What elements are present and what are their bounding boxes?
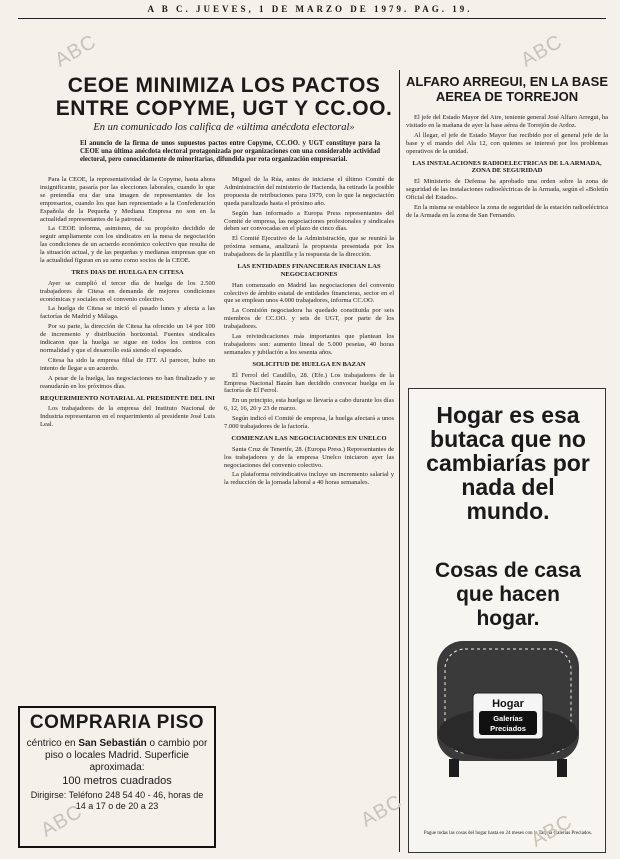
- paragraph: Santa Cruz de Tenerife, 28. (Europa Press.) Representantes de los trabajadores y de la empresa Unelco iniciaron ayer las negociaciones del convenio colectivo.: [224, 445, 394, 469]
- right-article-body: [406, 114, 608, 382]
- brand-hogar: Hogar: [492, 698, 524, 710]
- paragraph: Según indicó el Comité de empresa, la huelga afectará a unos 7.000 trabajadores de la factoría.: [224, 415, 394, 431]
- paragraph: La huelga de Citesa se inició el pasado lunes y afecta a las factorías de Madrid y Málaga.: [40, 305, 215, 321]
- subhead-financieras: LAS ENTIDADES FINANCIERAS INICIAN LAS NEGOCIACIONES: [237, 263, 381, 278]
- paragraph: Miguel de la Rúa, antes de iniciarse el último Comité de Administración del ministerio de Hacienda, ha retirado la posible propuesta de retribuciones para 1979, con lo que la negociación queda paralizada hasta el próximo año.: [224, 176, 394, 207]
- header-rule: [18, 18, 606, 19]
- paragraph: El Comité Ejecutivo de la Administración, que se reunirá la próxima semana, analizará la propuesta presentada por los trabajadores de la plantilla y la respuesta de la dirección.: [224, 235, 394, 259]
- paragraph: El Ferrol del Caudillo, 28. (Efe.) Los trabajadores de la Empresa Nacional Bazán han decidido convocar huelga en la factoría de El Ferrol.: [224, 371, 394, 395]
- advert-galerias-preciados: [408, 388, 606, 853]
- armchair-illustration: [429, 637, 587, 787]
- article-column-1: [40, 176, 215, 701]
- column-divider: [399, 70, 400, 852]
- paragraph: En la misma se establece la zona de seguridad de la estación radioeléctrica de la Armada en la zona de San Fernando.: [406, 203, 608, 219]
- right-headline: ALFARO ARREGUI, EN LA BASE AEREA DE TORREJON: [406, 74, 608, 104]
- paragraph: Citesa ha sido la empresa filial de ITT. Al parecer, hubo un intento de llegar a un acuerdo.: [40, 356, 215, 372]
- paragraph: Para la CEOE, la representatividad de la Copyme, hasta ahora insignificante, pasaría por las elecciones laborales, cuando lo que se pretendía era dar una imagen de representantes de los empresarios, cuando los que han representado a la Confederación Española de la Pequeña y Mediana Empresa no son en la actualidad representantes de la patronal.: [40, 176, 215, 223]
- watermark: ABC: [527, 810, 577, 852]
- ad-body: céntrico en San Sebastián o cambio por piso o locales Madrid. Superficie aproximada:: [26, 738, 208, 773]
- paragraph: Las reivindicaciones más importantes que plantean los trabajadores son: aumento lineal de 5.000 pesetas, 40 horas semanales y jubilación a los sesenta años.: [224, 333, 394, 356]
- paragraph: A pesar de la huelga, las negociaciones no han finalizado y se reanudarán en los próximos días.: [40, 374, 215, 390]
- paragraph: La Comisión negociadora ha quedado constituida por seis miembros de CC.OO. y seis de UGT, por parte de los trabajadores.: [224, 307, 394, 331]
- main-subtitle: En un comunicado los califica de «última anécdota electoral»: [93, 122, 355, 133]
- subhead-ini: REQUERIMIENTO NOTARIAL AL PRESIDENTE DEL INI: [40, 394, 215, 402]
- subhead-citesa: TRES DIAS DE HUELGA EN CITESA: [71, 268, 184, 276]
- paragraph: Los trabajadores de la empresa del Instituto Nacional de Industria representaron en el requerimiento al presidente José Luis Leal.: [40, 405, 215, 429]
- advert-footer: Pague todas las cosas del hogar hasta en 24 meses con la Tarjeta Galerías Preciados.: [423, 831, 593, 836]
- paragraph: La CEOE informa, asimismo, de su propósito decidido de seguir ampliamente con los sindicatos en la mesa de negociación las condiciones de un acuerdo económico colectivo que resulta de la situación actual, y de las pequeñas y medianas empresas que en la actualidad figuran en su seno como socios de la CEOE.: [40, 225, 215, 265]
- watermark: ABC: [37, 800, 87, 842]
- brand-preciados: Preciados: [490, 724, 526, 733]
- ad-headline: COMPRARIA PISO: [29, 712, 205, 733]
- ad-metros: 100 metros cuadrados: [62, 775, 172, 787]
- paragraph: El jefe del Estado Mayor del Aire, teniente general José Alfaro Arregui, ha visitado en la mañana de ayer la base aérea de Torrejón de Ardoz.: [406, 114, 608, 129]
- subhead-bazan: SOLICITUD DE HUELGA EN BAZAN: [252, 360, 366, 368]
- main-lead: El anuncio de la firma de unos supuestos pactos entre Copyme, CC.OO. y UGT constituye para la CEOE una última anécdota electoral protagonizada por organizaciones con una considerable actividad electoral, pero conocidamente de minoritarias, difundida por rota organización empresarial.: [80, 140, 380, 164]
- ad-contact: Dirigirse: Teléfono 248 54 40 - 46, horas de 14 a 17 o de 20 a 23: [30, 790, 204, 811]
- watermark: ABC: [51, 30, 101, 72]
- paragraph: Según han informado a Europa Press representantes del Comité de empresa, las negociaciones profesionales y sindicales deben ser convocadas en el plazo de cinco días.: [224, 209, 394, 233]
- page-header: [0, 4, 620, 14]
- watermark: ABC: [517, 30, 567, 72]
- brand-galerias: Galerías: [493, 714, 523, 723]
- advert-tagline: Cosas de casa que hacen hogar.: [435, 559, 581, 630]
- paragraph: Por su parte, la dirección de Citesa ha ofrecido un 14 por 100 de incremento y distribución horizontal. Fuentes sindicales indicaron que la huelga se sigue en todos los centros con normalidad y que el desarrollo está siendo el esperado.: [40, 323, 215, 355]
- paragraph: Al llegar, el jefe de Estado Mayor fue recibido por el general jefe de la base y el mando del Ala 12, con quienes se interesó por los problemas operativos de la unidad.: [406, 131, 608, 155]
- subhead-unelco: COMIENZAN LAS NEGOCIACIONES EN UNELCO: [231, 434, 387, 442]
- paragraph: La plataforma reivindicativa incluye un incremento salarial y la reducción de la jornada laboral a 40 horas semanales.: [224, 471, 394, 487]
- paragraph: El Ministerio de Defensa ha aprobado una orden sobre la zona de seguridad de las instalaciones radioeléctricas de la Armada, según el «Boletín Oficial del Estado».: [406, 178, 608, 201]
- watermark: ABC: [357, 790, 407, 832]
- advert-headline: Hogar es esa butaca que no cambiarías por nada del mundo.: [426, 402, 590, 524]
- subhead-armada: LAS INSTALACIONES RADIOELECTRICAS DE LA ARMADA, ZONA DE SEGURIDAD: [412, 159, 602, 175]
- paragraph: Ayer se cumplió el tercer día de huelga de los 2.500 trabajadores de Citesa en demanda de mejores condiciones económicas y sociales en el convenio colectivo.: [40, 279, 215, 303]
- main-headline: CEOE MINIMIZA LOS PACTOS ENTRE COPYME, UGT Y CC.OO.: [55, 74, 393, 120]
- paragraph: En un principio, esta huelga se llevaría a cabo durante los días 6, 12, 16, 20 y 23 de marzo.: [224, 397, 394, 413]
- header-text: A B C. JUEVES, 1 DE MARZO DE 1979. PAG. 19.: [147, 4, 473, 14]
- paragraph: Han comenzado en Madrid las negociaciones del convenio colectivo de ámbito estatal de entidades financieras, sector en el que se emplean unos 4.000 trabajadores, informa CC.OO.: [224, 281, 394, 305]
- article-column-2: [224, 176, 394, 851]
